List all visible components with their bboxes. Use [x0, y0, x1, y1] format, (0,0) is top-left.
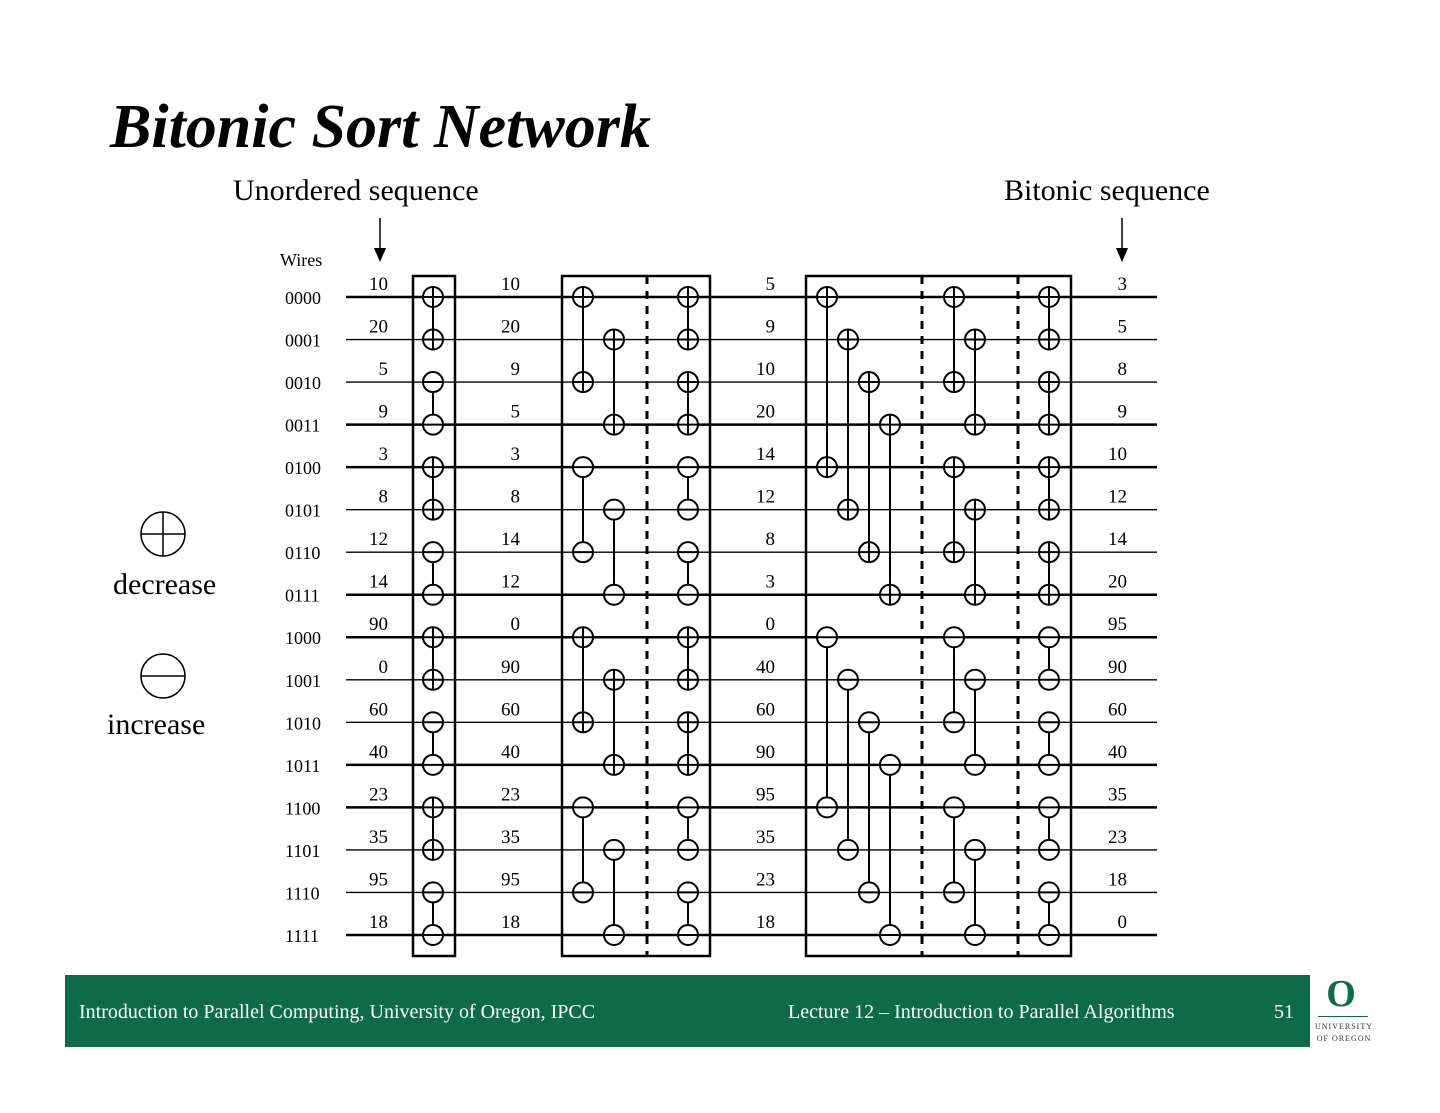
comparator-increase — [678, 797, 698, 860]
bitonic-arrow-head — [1116, 248, 1128, 262]
legend-decrease-label: decrease — [113, 568, 217, 601]
comparator-decrease — [423, 457, 443, 520]
wire-labels — [285, 288, 321, 946]
value-label: 23 — [756, 869, 775, 891]
comparator-increase — [1039, 627, 1059, 690]
value-label: 8 — [1117, 359, 1127, 381]
wire-label: 1100 — [285, 798, 321, 819]
comparator-increase — [1039, 882, 1059, 945]
wire-label: 0011 — [285, 415, 321, 436]
value-label: 20 — [756, 401, 775, 423]
comparator-decrease — [678, 372, 698, 435]
comparator-increase — [423, 882, 443, 945]
value-label: 95 — [756, 784, 775, 806]
value-label: 95 — [501, 869, 520, 891]
value-label: 10 — [756, 359, 775, 381]
unordered-arrow-head — [374, 248, 386, 262]
value-label: 18 — [501, 911, 520, 933]
value-label: 0 — [765, 614, 775, 636]
wire-label: 0101 — [285, 500, 321, 521]
wire-label: 1101 — [285, 840, 321, 861]
value-label: 40 — [501, 741, 520, 763]
value-label: 3 — [510, 444, 520, 466]
value-label: 12 — [369, 529, 388, 551]
value-label: 3 — [1117, 274, 1127, 295]
value-label: 60 — [501, 699, 520, 721]
wire-label: 0010 — [285, 373, 321, 394]
value-label: 10 — [1108, 444, 1127, 466]
value-label: 23 — [369, 784, 388, 806]
value-label: 35 — [369, 826, 388, 848]
value-label: 90 — [756, 741, 775, 763]
comparator-increase — [678, 882, 698, 945]
value-label: 8 — [510, 486, 520, 508]
value-label: 5 — [765, 274, 775, 295]
value-label: 14 — [369, 571, 388, 593]
value-label: 0 — [510, 614, 520, 636]
value-label: 3 — [378, 444, 388, 466]
wire-label: 1000 — [285, 628, 321, 649]
value-label: 5 — [378, 359, 388, 381]
footer-course: Introduction to Parallel Computing, University of Oregon, IPCC — [79, 1001, 596, 1023]
wires-label: Wires — [280, 250, 323, 270]
value-label: 35 — [756, 826, 775, 848]
comparator-decrease — [423, 287, 443, 350]
legend-increase-label: increase — [107, 708, 206, 741]
footer-page-number: 51 — [1274, 1001, 1294, 1023]
comparator-increase — [1039, 712, 1059, 775]
value-label: 9 — [378, 401, 388, 423]
comparator-decrease — [1039, 372, 1059, 435]
value-label: 8 — [765, 529, 775, 551]
value-label: 8 — [378, 486, 388, 508]
value-label: 0 — [1117, 911, 1127, 933]
comparator-decrease — [423, 797, 443, 860]
comparator-decrease — [678, 712, 698, 775]
value-label: 60 — [1108, 699, 1127, 721]
value-label: 90 — [1108, 656, 1127, 678]
value-label: 95 — [1108, 614, 1127, 636]
university-logo-icon: O — [1326, 973, 1356, 1015]
wire-label: 1111 — [285, 925, 319, 946]
value-label: 12 — [501, 571, 520, 593]
footer-bar — [65, 975, 1310, 1047]
comparator-decrease — [1039, 287, 1059, 350]
comparator-increase — [423, 372, 443, 435]
value-label: 40 — [756, 656, 775, 678]
comparator-decrease — [1039, 457, 1059, 520]
comparator-increase — [1039, 797, 1059, 860]
value-label: 35 — [1108, 784, 1127, 806]
value-label: 0 — [378, 656, 388, 678]
value-label: 20 — [1108, 571, 1127, 593]
wire-label: 1110 — [285, 883, 320, 904]
value-label: 10 — [501, 274, 520, 295]
wire-label: 0111 — [285, 585, 320, 606]
logo-text-of-oregon: OF OREGON — [1316, 1034, 1372, 1043]
comparator-decrease — [678, 627, 698, 690]
logo-text-university: UNIVERSITY — [1315, 1022, 1373, 1031]
logo-divider — [1318, 1016, 1368, 1017]
slide-title: Bitonic Sort Network — [110, 93, 651, 161]
wire-label: 0100 — [285, 458, 321, 479]
wire-label: 1010 — [285, 713, 321, 734]
comparator-increase — [423, 542, 443, 605]
comparator-increase — [678, 457, 698, 520]
value-label: 9 — [1117, 401, 1127, 423]
value-label: 14 — [756, 444, 775, 466]
value-label: 90 — [369, 614, 388, 636]
value-label: 9 — [765, 316, 775, 338]
value-label: 3 — [765, 571, 775, 593]
value-label: 18 — [1108, 869, 1127, 891]
comparator-decrease — [1039, 542, 1059, 605]
wire-label: 1011 — [285, 755, 321, 776]
value-label: 14 — [1108, 529, 1127, 551]
value-label: 60 — [756, 699, 775, 721]
value-label: 20 — [369, 316, 388, 338]
increase-symbol-icon — [141, 654, 185, 698]
wire-label: 1001 — [285, 670, 321, 691]
wire-label: 0110 — [285, 543, 321, 564]
value-label: 5 — [1117, 316, 1127, 338]
network-frames — [374, 218, 1128, 956]
comparator-decrease — [423, 627, 443, 690]
value-label: 95 — [369, 869, 388, 891]
value-label: 18 — [369, 911, 388, 933]
value-label: 40 — [369, 741, 388, 763]
value-label: 12 — [1108, 486, 1127, 508]
value-label: 14 — [501, 529, 520, 551]
value-label: 5 — [510, 401, 520, 423]
comparator-decrease — [678, 287, 698, 350]
value-label: 9 — [510, 359, 520, 381]
value-label: 20 — [501, 316, 520, 338]
comparator-increase — [423, 712, 443, 775]
value-label: 40 — [1108, 741, 1127, 763]
wire-label: 0000 — [285, 288, 321, 308]
value-labels — [369, 274, 1128, 933]
legend-symbols — [141, 512, 185, 698]
value-label: 18 — [756, 911, 775, 933]
value-label: 23 — [501, 784, 520, 806]
value-label: 23 — [1108, 826, 1127, 848]
unordered-sequence-label: Unordered sequence — [233, 174, 479, 207]
bitonic-sequence-label: Bitonic sequence — [1004, 174, 1210, 207]
value-label: 90 — [501, 656, 520, 678]
footer-lecture: Lecture 12 – Introduction to Parallel Algorithms — [788, 1001, 1175, 1023]
wire-label: 0001 — [285, 330, 321, 351]
value-label: 60 — [369, 699, 388, 721]
value-label: 12 — [756, 486, 775, 508]
wire-lines — [346, 297, 1157, 935]
value-label: 35 — [501, 826, 520, 848]
value-label: 10 — [369, 274, 388, 295]
decrease-symbol-icon — [141, 512, 185, 556]
comparator-increase — [678, 542, 698, 605]
